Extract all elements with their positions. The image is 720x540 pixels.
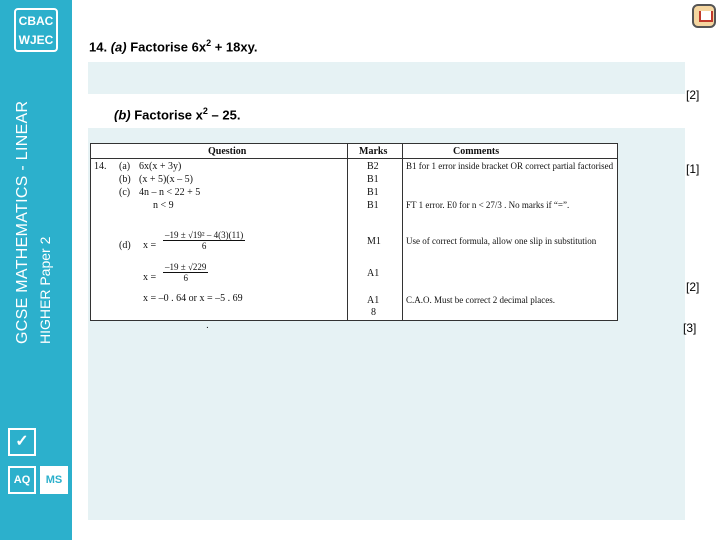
question-b-exponent: 2 (202, 106, 208, 116)
header-marks: Marks (359, 146, 388, 157)
part-a-label: (a) (110, 39, 127, 55)
row-d-eq1 (163, 230, 245, 251)
row-d-eq2 (163, 262, 208, 283)
row-a-comment: B1 for 1 error inside bracket OR correct partial factorised (406, 161, 614, 171)
answer-area-a (88, 62, 685, 94)
stray-dot: . (206, 320, 209, 331)
row-a-mark: B2 (367, 161, 379, 172)
logo-line-2: WJEC (18, 33, 54, 47)
header-comments: Comments (453, 146, 500, 157)
paper-title: HIGHER Paper 2 (37, 236, 53, 344)
row-c-mark: B1 (367, 187, 379, 198)
eq2-denominator: 6 (183, 273, 188, 283)
cbac-wjec-logo (14, 8, 58, 52)
marks-b: [1] (686, 162, 700, 176)
header-divider (91, 158, 617, 159)
row-c2-answer: n < 9 (153, 200, 174, 211)
row-b-mark: B1 (367, 174, 379, 185)
eq1-numerator: –19 ± √19² – 4(3)(11) (165, 230, 244, 240)
question-a-title (89, 38, 258, 54)
question-a-text: Factorise 6x (130, 39, 207, 55)
mark-scheme-table (90, 143, 618, 321)
marks-d: [3] (683, 321, 697, 335)
row-d-mark1: M1 (367, 236, 381, 247)
row-d-eq1-lhs: x = (143, 240, 157, 251)
row-c2-mark: B1 (367, 200, 379, 211)
row-d-mark3: A1 (367, 295, 380, 306)
question-b-rest: – 25. (207, 107, 241, 123)
check-icon[interactable]: ✓ (8, 428, 36, 456)
row-d-comment1: Use of correct formula, allow one slip in substitution (406, 236, 597, 246)
row-d-eq2-lhs: x = (143, 272, 157, 283)
col-divider-1 (347, 144, 348, 320)
question-b-title (114, 106, 240, 122)
row-d-part: (d) (119, 240, 131, 251)
logo-line-1: CBAC (18, 14, 54, 28)
row-b-part: (b) (119, 174, 131, 185)
header-question: Question (208, 146, 247, 157)
row-d-comment3: C.A.O. Must be correct 2 decimal places. (406, 295, 555, 305)
home-icon[interactable] (692, 4, 716, 28)
row-d-mark2: A1 (367, 268, 380, 279)
row-c2-comment: FT 1 error. E0 for n < 27/3 . No marks if “=”. (406, 200, 570, 210)
row-b-answer: (x + 5)(x – 5) (139, 174, 193, 185)
part-b-label: (b) (114, 107, 131, 123)
col-divider-2 (402, 144, 403, 320)
question-b-text: Factorise x (134, 107, 203, 123)
row-c-part: (c) (119, 187, 131, 198)
question-a-exponent: 2 (206, 38, 212, 48)
mark-scheme-icon[interactable]: MS (40, 466, 68, 494)
course-title: GCSE MATHEMATICS - LINEAR (14, 100, 31, 344)
total-marks: 8 (371, 307, 376, 318)
marks-c: [2] (686, 280, 700, 294)
eq2-numerator: –19 ± √229 (165, 262, 207, 272)
row-c-answer: 4n – n < 22 + 5 (139, 187, 201, 198)
answer-icon[interactable]: AQ (8, 466, 36, 494)
eq1-denominator: 6 (201, 241, 207, 251)
marks-a: [2] (686, 88, 700, 102)
row-a-part: (a) (119, 161, 131, 172)
sidebar (0, 0, 72, 540)
row-a-answer: 6x(x + 3y) (139, 161, 182, 172)
question-number: 14. (89, 39, 108, 55)
q-number: 14. (94, 161, 107, 172)
question-a-rest: + 18xy. (211, 39, 258, 55)
row-d-eq3: x = –0 . 64 or x = –5 . 69 (143, 293, 243, 304)
